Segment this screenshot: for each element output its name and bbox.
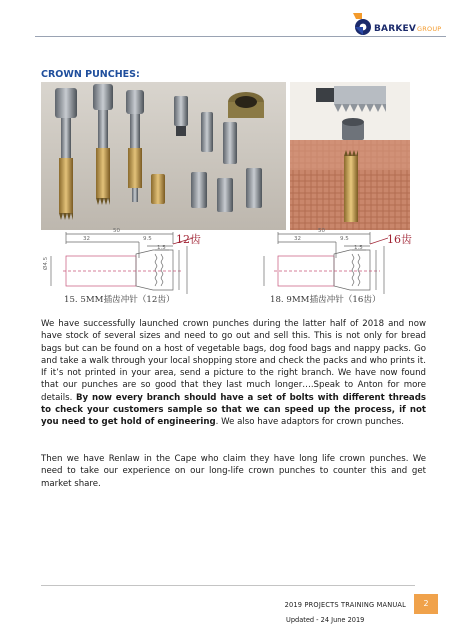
- crown-punch-on-bag-photo: [290, 82, 410, 230]
- teeth-label-12: 12齿: [176, 233, 201, 246]
- body-paragraph-1: [41, 318, 426, 429]
- drawing-caption-right: 18. 9MM插齿冲针（16齿）: [270, 295, 381, 305]
- section-title: CROWN PUNCHES:: [41, 69, 140, 80]
- para1-text: We have successfully launched crown punches during the latter half of 2018 and now have stock of several sizes and need to go out and sell this. This is not only for bread bags but can be found on a host of vegetable bags, dog food bags and nappy packs. Go and take a walk through your local shopping store and check the packs and who prints it. If it’s not printed in your area, send a picture to the right branch. We have now found that our punches are so good that they last much longer….Speak to Anton for more details.: [41, 319, 427, 403]
- logo-group: GROUP: [417, 25, 442, 33]
- drawing-dim-body: 32: [294, 236, 301, 242]
- updated-date: Updated - 24 June 2019: [286, 616, 365, 624]
- logo-name: BARKEV: [374, 24, 417, 34]
- para1-bold-text: By now every branch should have a set of bolts with different threads to check your customers sample so that we can speed up the process, if not you need to get hold of engineering: [41, 392, 426, 428]
- drawing-dim-step: 1.5: [157, 245, 166, 251]
- crown-punches-photo: [41, 82, 286, 230]
- drawing-dim-step: 1.5: [354, 245, 363, 251]
- drawing-dim-body: 32: [83, 236, 90, 242]
- body-paragraph-2: Then we have Renlaw in the Cape who claim they have long life crown punches. We need to take our experience on our long-life crown punches to counter this and get market share.: [41, 454, 426, 489]
- footer-title: 2019 PROJECTS TRAINING MANUAL: [284, 601, 406, 609]
- page-number-badge: 2: [414, 594, 438, 614]
- footer-divider: [41, 585, 415, 586]
- drawing-caption-left: 15. 5MM插齿冲针（12齿）: [64, 295, 175, 305]
- barkev-logo-mark-icon: [350, 11, 374, 37]
- drawing-dim-length: 50: [113, 228, 120, 234]
- header-divider: [35, 36, 446, 37]
- drawing-dim-head: 9.5: [340, 236, 349, 242]
- logo-wordmark: [374, 24, 441, 34]
- teeth-label-16: 16齿: [387, 233, 412, 246]
- drawing-dim-length: 50: [318, 228, 325, 234]
- drawing-dim-diameter: Ø4.5: [43, 256, 49, 270]
- drawing-dim-head: 9.5: [143, 236, 152, 242]
- para1-tail-text: . We also have adaptors for crown punches.: [215, 417, 404, 428]
